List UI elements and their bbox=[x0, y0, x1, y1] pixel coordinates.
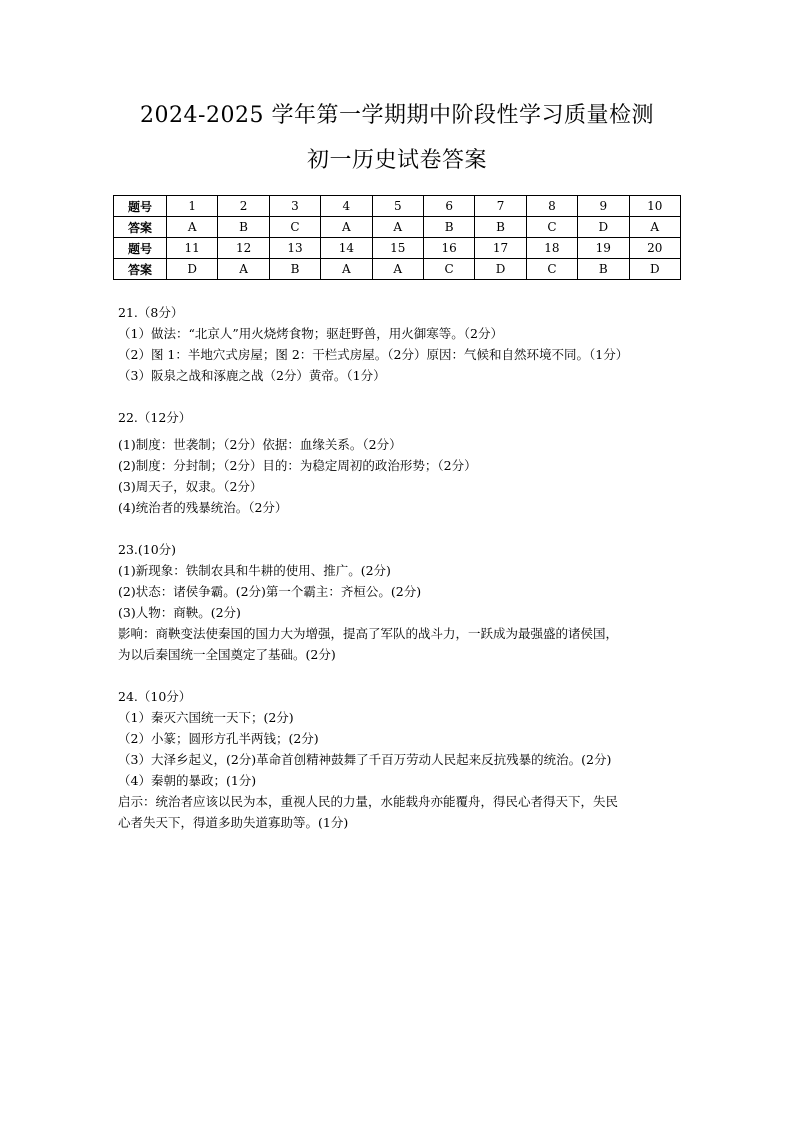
answer-table-cell: A bbox=[321, 259, 372, 280]
answer-table-cell: 2 bbox=[218, 196, 269, 217]
answer-table-cell: 20 bbox=[629, 238, 680, 259]
answer-line: （2）小篆；圆形方孔半两钱；(2分) bbox=[118, 731, 319, 746]
answer-line: (3)人物：商鞅。(2分) bbox=[118, 605, 241, 620]
answer-table-row bbox=[114, 259, 681, 280]
answer-table-cell: 1 bbox=[167, 196, 218, 217]
answer-table-cell: 13 bbox=[269, 238, 320, 259]
page-subtitle: 初一历史试卷答案 bbox=[306, 148, 487, 173]
answer-table-row-label: 题号 bbox=[114, 196, 167, 217]
answer-table-cell: 10 bbox=[629, 196, 680, 217]
answer-table-cell: 19 bbox=[578, 238, 629, 259]
answer-line: （3）阪泉之战和涿鹿之战（2分）黄帝。（1分） bbox=[118, 368, 386, 383]
answer-table-cell: A bbox=[372, 217, 423, 238]
question-heading: 21.（8分） bbox=[118, 305, 184, 320]
question-heading: 23.(10分) bbox=[118, 542, 177, 557]
answer-table-cell: D bbox=[578, 217, 629, 238]
answer-table-row-label: 答案 bbox=[114, 217, 167, 238]
page-title: 2024-2025 学年第一学期期中阶段性学习质量检测 bbox=[140, 103, 654, 128]
answer-table-cell: 6 bbox=[423, 196, 474, 217]
answer-table-cell: 3 bbox=[269, 196, 320, 217]
answer-table-cell: 7 bbox=[475, 196, 526, 217]
answer-table-cell: 18 bbox=[526, 238, 577, 259]
answer-table-cell: D bbox=[475, 259, 526, 280]
answer-line: 为以后秦国统一全国奠定了基础。(2分) bbox=[118, 647, 336, 662]
answer-line: (3)周天子，奴隶。（2分） bbox=[118, 479, 263, 494]
answer-table-cell: 17 bbox=[475, 238, 526, 259]
answer-table-cell: B bbox=[218, 217, 269, 238]
answer-table-cell: C bbox=[526, 217, 577, 238]
answer-line: (2)制度：分封制；（2分）目的：为稳定周初的政治形势；（2分） bbox=[118, 458, 477, 473]
answer-table-row bbox=[114, 238, 681, 259]
answer-table-cell: 8 bbox=[526, 196, 577, 217]
answer-line: (2)状态：诸侯争霸。(2分)第一个霸主：齐桓公。(2分) bbox=[118, 584, 422, 599]
answer-table-cell: 4 bbox=[321, 196, 372, 217]
answer-table-cell: A bbox=[629, 217, 680, 238]
answer-table-cell: A bbox=[372, 259, 423, 280]
question-section bbox=[118, 686, 688, 833]
question-section bbox=[118, 407, 688, 518]
answer-line: （1）秦灭六国统一天下；(2分) bbox=[118, 710, 294, 725]
question-heading: 22.（12分） bbox=[118, 410, 192, 425]
answer-table-cell: C bbox=[423, 259, 474, 280]
question-section bbox=[118, 302, 688, 386]
answer-line: （4）秦朝的暴政；(1分) bbox=[118, 773, 257, 788]
answer-table-cell: 5 bbox=[372, 196, 423, 217]
answer-line: （1）做法：“北京人”用火烧烤食物；驱赶野兽，用火御寒等。（2分） bbox=[118, 326, 503, 341]
answer-table-cell: 15 bbox=[372, 238, 423, 259]
answer-table-row bbox=[114, 196, 681, 217]
answer-table-cell: B bbox=[578, 259, 629, 280]
answer-table-cell: B bbox=[269, 259, 320, 280]
answer-content bbox=[118, 302, 688, 833]
answer-table-cell: A bbox=[321, 217, 372, 238]
section-spacer bbox=[118, 386, 688, 407]
answer-table-cell: C bbox=[269, 217, 320, 238]
answer-table-cell: B bbox=[475, 217, 526, 238]
answer-table bbox=[113, 195, 681, 280]
answer-table-row bbox=[114, 217, 681, 238]
answer-line: （2）图 1：半地穴式房屋；图 2：干栏式房屋。（2分）原因：气候和自然环境不同。（1分） bbox=[118, 347, 629, 362]
answer-table-cell: 11 bbox=[167, 238, 218, 259]
answer-table-cell: D bbox=[167, 259, 218, 280]
answer-line: 影响：商鞅变法使秦国的国力大为增强，提高了军队的战斗力，一跃成为最强盛的诸侯国， bbox=[118, 626, 619, 641]
answer-line: (1)制度：世袭制；（2分）依据：血缘关系。（2分） bbox=[118, 437, 402, 452]
answer-table-cell: 12 bbox=[218, 238, 269, 259]
answer-table-cell: D bbox=[629, 259, 680, 280]
answer-table-cell: B bbox=[423, 217, 474, 238]
section-spacer bbox=[118, 665, 688, 686]
answer-table-cell: C bbox=[526, 259, 577, 280]
question-section bbox=[118, 539, 688, 665]
section-spacer bbox=[118, 518, 688, 539]
answer-table-cell: 9 bbox=[578, 196, 629, 217]
answer-table-cell: A bbox=[218, 259, 269, 280]
answer-table-cell: 16 bbox=[423, 238, 474, 259]
answer-line: （3）大泽乡起义，(2分)革命首创精神鼓舞了千百万劳动人民起来反抗残暴的统治。(2分) bbox=[118, 752, 612, 767]
question-heading: 24.（10分） bbox=[118, 689, 192, 704]
answer-table-cell: A bbox=[167, 217, 218, 238]
answer-table-row-label: 题号 bbox=[114, 238, 167, 259]
answer-line: (1)新现象：铁制农具和牛耕的使用、推广。(2分) bbox=[118, 563, 391, 578]
answer-table-row-label: 答案 bbox=[114, 259, 167, 280]
answer-line: (4)统治者的残暴统治。（2分） bbox=[118, 500, 288, 515]
answer-line: 启示：统治者应该以民为本，重视人民的力量，水能载舟亦能覆舟，得民心者得天下，失民 bbox=[118, 794, 619, 809]
answer-table-cell: 14 bbox=[321, 238, 372, 259]
answer-line: 心者失天下，得道多助失道寡助等。(1分) bbox=[118, 815, 349, 830]
